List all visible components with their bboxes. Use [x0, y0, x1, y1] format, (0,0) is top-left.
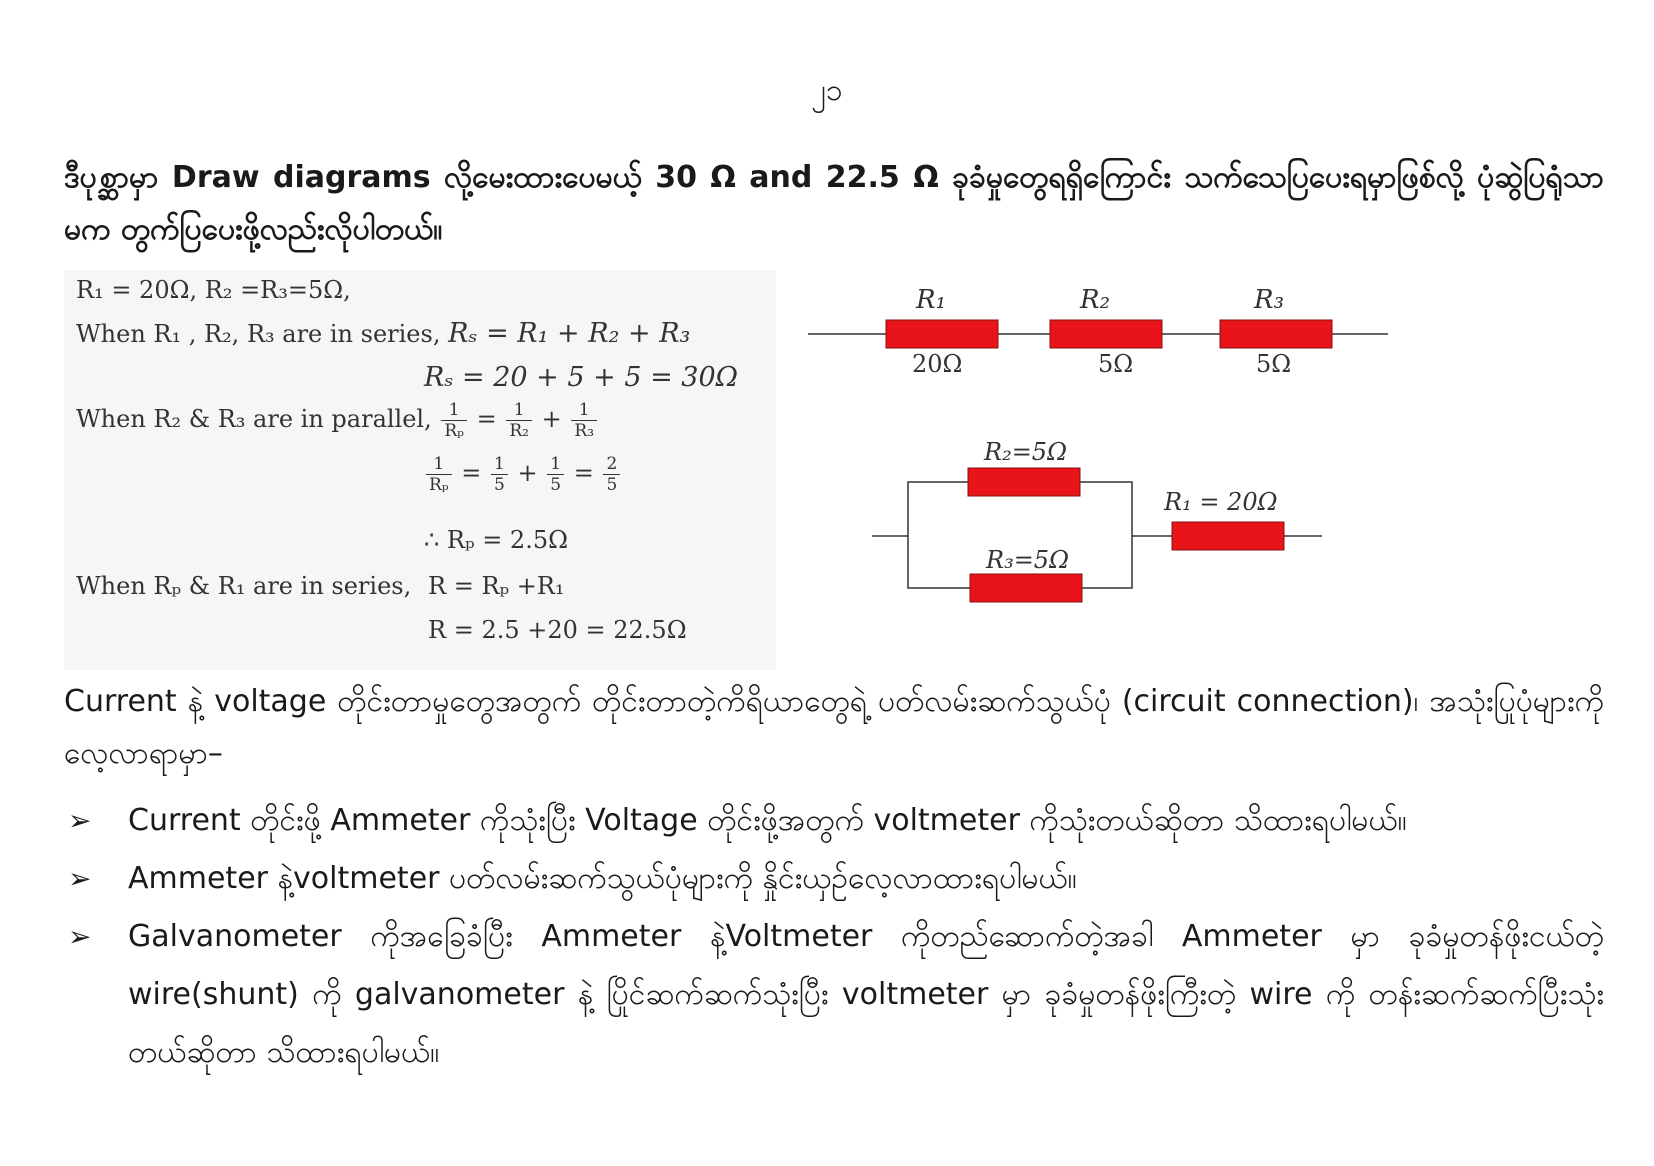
rp-result: ∴ Rₚ = 2.5Ω — [424, 526, 568, 554]
given-values: R₁ = 20Ω, R₂ =R₃=5Ω, — [76, 276, 351, 304]
resistor-r3-value: 5Ω — [1256, 350, 1292, 378]
arrow-bullet-icon: ➢ — [68, 920, 92, 953]
figure — [64, 270, 1494, 670]
calculation-panel — [64, 270, 776, 670]
resistor-r1-series — [1172, 522, 1284, 550]
equals-sign: = — [573, 459, 594, 487]
resistor-r2-label: R₂ — [1080, 285, 1110, 315]
r3-parallel-label: R₃=5Ω — [986, 546, 1069, 574]
r1-series-label: R₁ = 20Ω — [1164, 488, 1278, 516]
final-formula: R = Rₚ +R₁ — [428, 572, 565, 600]
fraction-1-over-r2: $\frac{1}{\text{R₂}}$ — [506, 400, 532, 441]
fraction-1-over-rp: $\frac{1}{\text{Rₚ}}$ — [441, 400, 467, 441]
fraction-2-over-5: $\frac{2}{5}$ — [603, 454, 620, 495]
series-formula: Rₛ = R₁ + R₂ + R₃ — [448, 318, 691, 349]
combined-circuit — [872, 438, 1322, 602]
bullet-item: ➢ Ammeter နဲ့voltmeter ပတ်လမ်းဆက်သွယ်ပုံများကို နှိုင်းယှဉ်လေ့လာထားရပါမယ်။ — [64, 850, 1604, 908]
plus-sign: + — [541, 405, 562, 433]
series-label: When R₁ , R₂, R₃ are in series, — [76, 320, 441, 348]
parallel-label: When R₂ & R₃ are in parallel, — [76, 405, 432, 433]
r2-parallel-label: R₂=5Ω — [984, 438, 1067, 466]
circuit-paragraph: Current နဲ့ voltage တိုင်းတာမှုတွေအတွက် တိုင်းတာတဲ့ကိရိယာတွေရဲ့ ပတ်လမ်းဆက်သွယ်ပုံ (circuit connection)၊ အသုံးပြုပုံများကိုလေ့လာရာမှာ– — [64, 684, 1604, 771]
series-result: Rₛ = 20 + 5 + 5 = 30Ω — [424, 362, 739, 393]
resistor-r1-value: 20Ω — [912, 350, 963, 378]
fraction-1-over-5-b: $\frac{1}{5}$ — [547, 454, 564, 495]
equals-sign: = — [461, 459, 482, 487]
resistor-r3 — [1220, 320, 1332, 348]
resistor-r2-parallel — [968, 468, 1080, 496]
arrow-bullet-icon: ➢ — [68, 862, 92, 895]
resistor-r1 — [886, 320, 998, 348]
resistor-r2-value: 5Ω — [1098, 350, 1134, 378]
fraction-1-over-5: $\frac{1}{5}$ — [491, 454, 508, 495]
resistor-r2 — [1050, 320, 1162, 348]
intro-paragraph: ဒီပုစ္ဆာမှာ Draw diagrams လို့မေးထားပေမယ့် 30 Ω and 22.5 Ω ခုခံမှုတွေရရှိကြောင်း သက်သေပြပေးရမှာဖြစ်လို့ ပုံဆွဲပြရုံသာမက တွက်ပြပေးဖို့လည်းလိုပါတယ်။ — [64, 160, 1604, 247]
final-result: R = 2.5 +20 = 22.5Ω — [428, 616, 687, 644]
bullet-item: ➢ Galvanometer ကိုအခြေခံပြီး Ammeter နဲ့Voltmeter ကိုတည်ဆောက်တဲ့အခါ Ammeter မှာ ခုခံမှုတန်ဖိုးငယ်တဲ့ wire(shunt) ကို galvanometer နဲ့ ပြိုင်ဆက်ဆက်သုံးပြီး voltmeter မှာ ခုခံမှုတန်ဖိုးကြီးတဲ့ wire ကို တန်းဆက်ဆက်ပြီးသုံးတယ်ဆိုတာ သိထားရပါမယ်။ — [64, 908, 1604, 1082]
page-number: ၂၁ — [811, 73, 843, 108]
plus-sign: + — [517, 459, 538, 487]
equals-sign: = — [476, 405, 497, 433]
fraction-1-over-r3: $\frac{1}{\text{R₃}}$ — [571, 400, 597, 441]
resistor-r3-parallel — [970, 574, 1082, 602]
bullet-item: ➢ Current တိုင်းဖို့ Ammeter ကိုသုံးပြီး Voltage တိုင်းဖို့အတွက် voltmeter ကိုသုံးတယ်ဆိုတာ သိထားရပါမယ်။ — [64, 792, 1604, 850]
final-label: When Rₚ & R₁ are in series, — [76, 572, 412, 600]
resistor-r1-label: R₁ — [916, 285, 946, 315]
fraction-1-over-rp-2: $\frac{1}{\text{Rₚ}}$ — [426, 454, 452, 495]
circuit-diagrams — [808, 270, 1494, 670]
right-junction-wire — [1080, 482, 1132, 588]
bullet-list — [64, 792, 1604, 1082]
series-circuit — [808, 285, 1388, 378]
arrow-bullet-icon: ➢ — [68, 804, 92, 837]
resistor-r3-label: R₃ — [1254, 285, 1284, 315]
left-junction-wire — [908, 482, 970, 588]
